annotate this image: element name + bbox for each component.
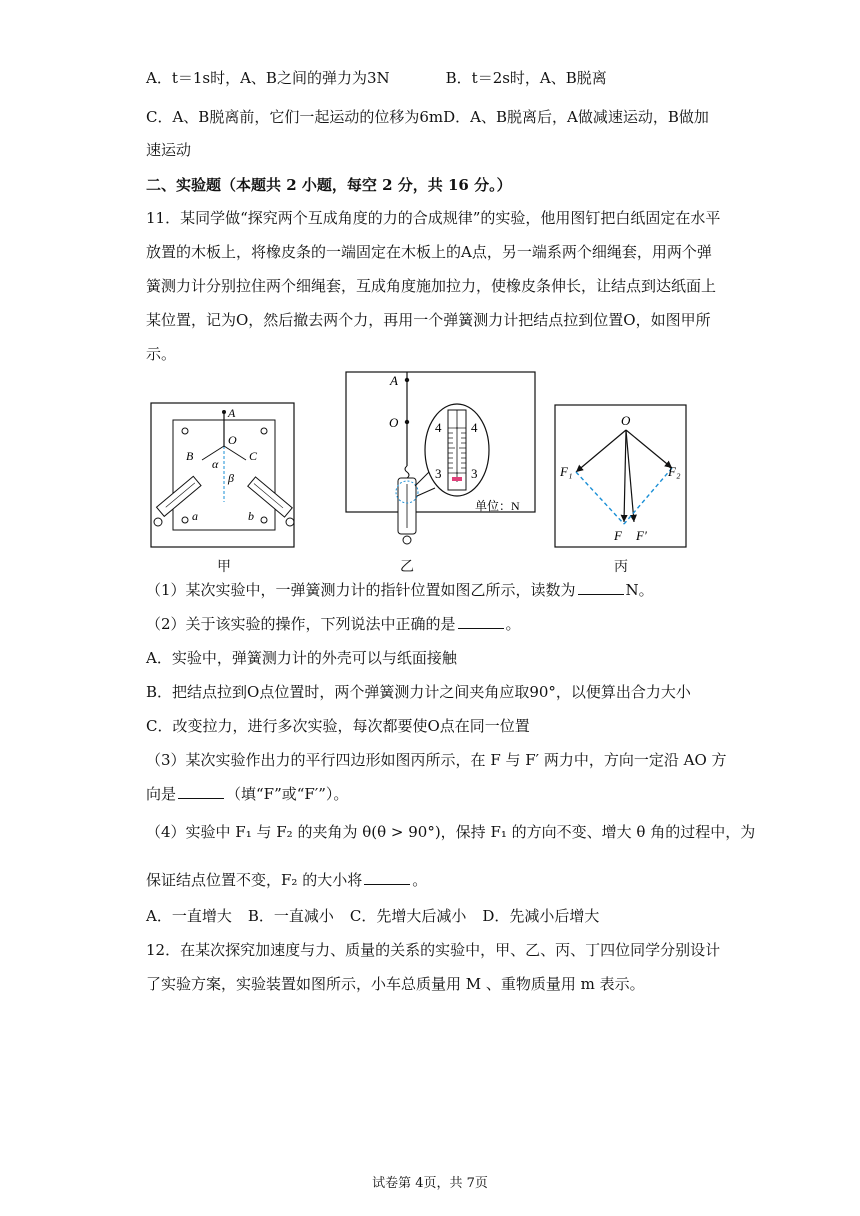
q10-option-c: C．A、B脱离前，它们一起运动的位移为6m [146,108,444,126]
yi-scale-top-left: 4 [435,420,442,435]
caption-jia: 甲 [217,559,231,575]
jia-label-o: O [228,433,237,447]
q11-sub4-option-b: B．一直减小 [247,907,334,925]
q11-sub4-line2: 保证结点位置不变，F₂ 的大小将 。 [146,871,428,889]
jia-label-beta: β [228,471,234,485]
jia-label-b: B [186,449,194,463]
jia-label-alpha: α [212,457,219,471]
q11-stem-line: 簧测力计分别拉住两个细绳套，互成角度施加拉力，使橡皮条伸长，让结点到达纸面上 [146,277,717,295]
answer-blank[interactable] [364,870,410,885]
q12-stem-line: 了实验方案，实验装置如图所示，小车总质量用 M 、重物质量用 m 表示。 [146,975,645,993]
q11-sub4-option-a: A．一直增大 [146,907,232,925]
q11-stem-line: 放置的木板上，将橡皮条的一端固定在木板上的A点，另一端系两个细绳套，用两个弹 [146,243,712,261]
q11-sub2-option-c: C．改变拉力，进行多次实验，每次都要使O点在同一位置 [146,717,530,735]
bing-label-f: F [614,528,622,543]
q11-sub2-stem: （2）关于该实验的操作，下列说法中正确的是 。 [146,615,521,633]
jia-label-b-small: b [248,509,254,523]
q11-sub3-line1: （3）某次实验作出力的平行四边形如图丙所示，在 F 与 F′ 两力中，方向一定沿 AO 方 [146,751,727,769]
q10-option-d: D．A、B脱离后，A做减速运动，B做加 [443,108,709,126]
figure-bing [554,404,688,550]
jia-label-a-small: a [192,509,198,523]
yi-scale-bottom-left: 3 [435,466,442,481]
yi-label-a: A [390,373,398,388]
page-footer: 试卷第 4页，共 7页 [372,1176,488,1191]
q11-stem-line: 某位置，记为O，然后撤去两个力，再用一个弹簧测力计把结点拉到位置O，如图甲所 [146,311,711,329]
q11-stem-line: 11．某同学做“探究两个互成角度的力的合成规律”的实验，他用图钉把白纸固定在水平 [146,209,721,227]
bing-label-f2: F₂ [668,464,681,479]
figure-yi [345,370,537,548]
q11-sub3-line2: 向是 （填“F”或“F′”）。 [146,785,349,803]
q11-sub1: （1）某次实验中，一弹簧测力计的指针位置如图乙所示，读数为 N。 [146,581,654,599]
q11-sub4-option-d: D．先减小后增大 [482,907,600,925]
q10-option-d-cont: 速运动 [146,141,192,159]
caption-bing: 丙 [614,559,628,575]
q10-option-b: B．t＝2s时，A、B脱离 [445,69,607,87]
bing-label-f1: F₁ [560,464,573,479]
answer-blank[interactable] [578,580,624,595]
figure-jia [150,402,296,550]
q11-sub2-option-b: B．把结点拉到O点位置时，两个弹簧测力计之间夹角应取90°，以便算出合力大小 [146,683,691,701]
q11-sub4-option-c: C．先增大后减小 [349,907,467,925]
answer-blank[interactable] [458,614,504,629]
q11-sub4-line1: （4）实验中 F₁ 与 F₂ 的夹角为 θ(θ > 90°)，保持 F₁ 的方向不变、增大 θ 角的过程中，为 [146,823,756,841]
jia-label-c: C [249,449,258,463]
q10-options-cd [146,107,709,127]
jia-label-a-point: A [228,406,236,420]
q12-stem-line: 12．在某次探究加速度与力、质量的关系的实验中，甲、乙、丙、丁四位同学分别设计 [146,941,721,959]
q11-sub4-options [146,906,615,926]
bing-label-fprime: F′ [636,528,647,543]
answer-blank[interactable] [178,784,224,799]
yi-unit-label: 单位：N [475,499,520,513]
q11-stem-line: 示。 [146,345,177,363]
yi-label-o: O [389,415,399,430]
bing-label-o: O [621,413,631,428]
yi-scale-bottom-right: 3 [471,466,478,481]
yi-scale-top-right: 4 [471,420,478,435]
caption-yi: 乙 [400,559,414,575]
q10-option-a: A．t＝1s时，A、B之间的弹力为3N [146,69,390,87]
q10-options-ab [146,68,607,88]
q11-sub2-option-a: A．实验中，弹簧测力计的外壳可以与纸面接触 [146,649,457,667]
section-heading: 二、实验题（本题共 2 小题，每空 2 分，共 16 分。） [146,176,512,194]
